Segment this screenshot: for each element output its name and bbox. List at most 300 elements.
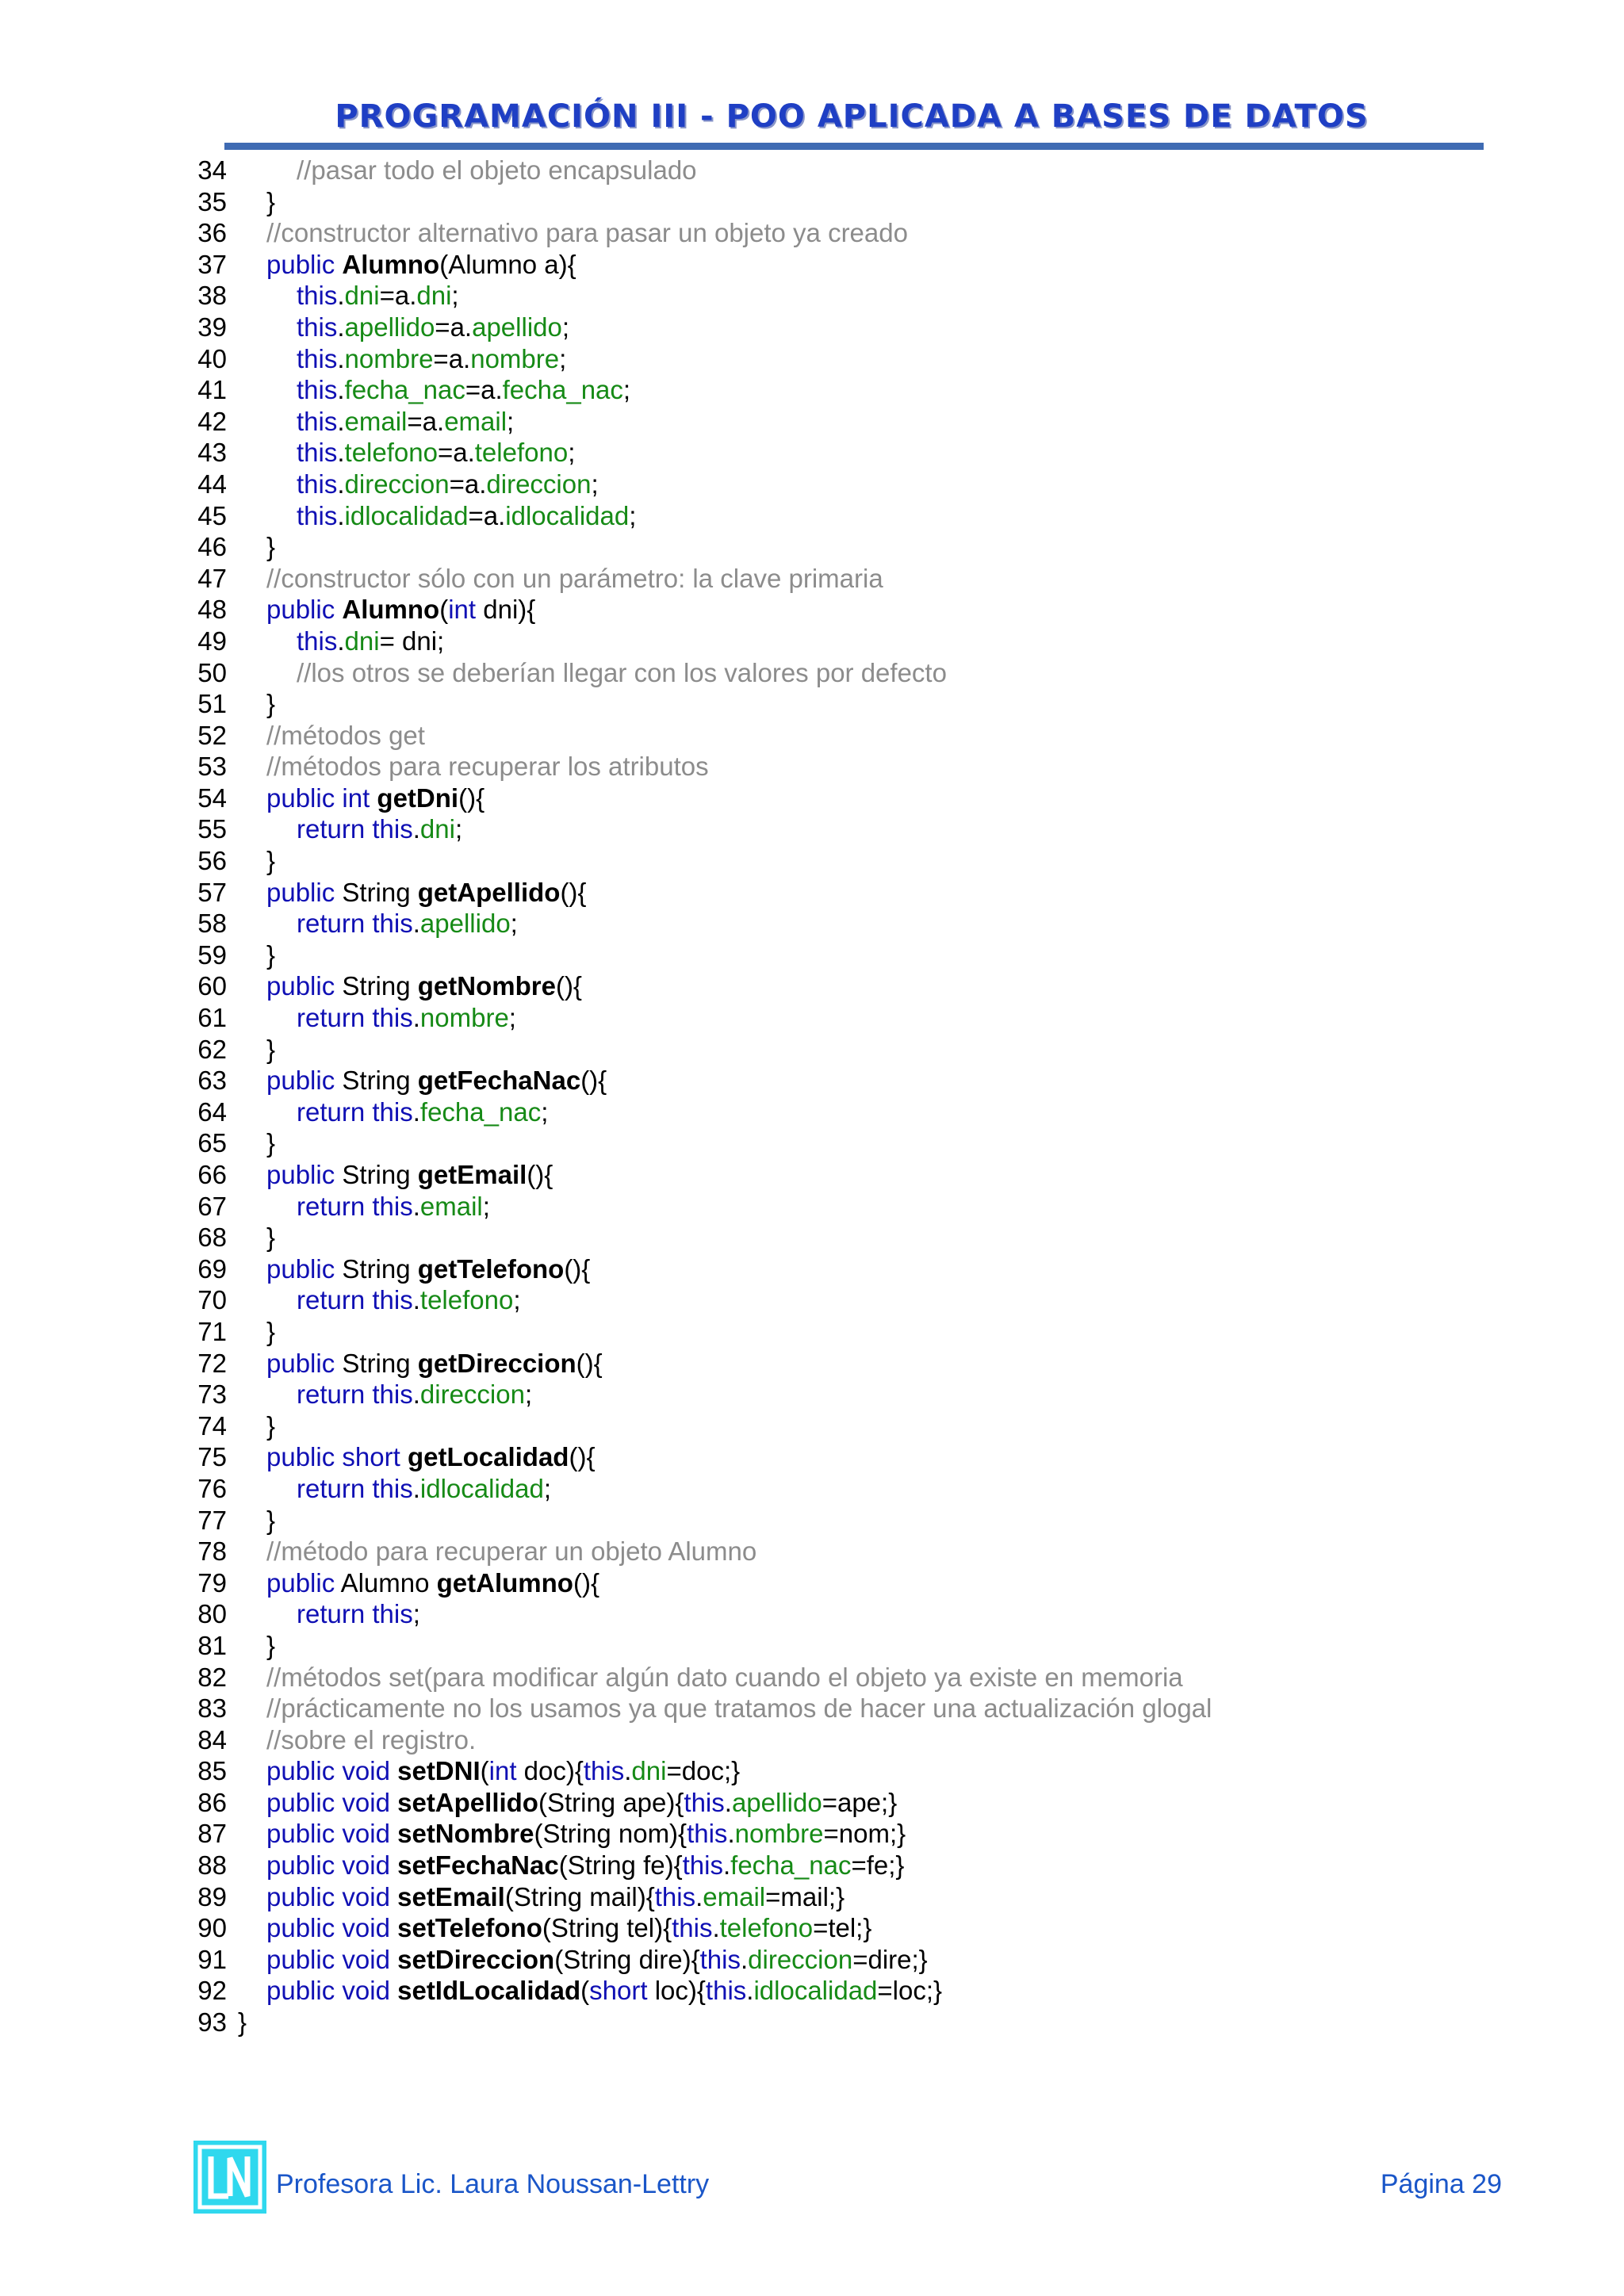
line-number: 40: [197, 343, 227, 373]
code-text: [297, 657, 947, 689]
code-line: [190, 720, 1212, 752]
code-token: dni: [344, 281, 380, 311]
code-token: direccion: [419, 1380, 525, 1410]
line-number: 41: [197, 375, 227, 405]
code-token: fecha_nac: [419, 1096, 542, 1127]
code-line: [190, 1662, 1212, 1693]
code-token: doc){: [516, 1756, 584, 1786]
code-token: setApellido: [397, 1787, 538, 1817]
code-line: [190, 1912, 1212, 1944]
code-token: email: [344, 406, 408, 436]
code-token: ;: [451, 281, 459, 311]
code-text: [297, 813, 462, 845]
code-token: =ape;}: [822, 1787, 898, 1817]
code-line: [190, 1693, 1212, 1724]
code-text: [266, 1222, 275, 1253]
line-number: 90: [197, 1913, 227, 1943]
line-number: 55: [197, 814, 227, 844]
code-line: [190, 1850, 1212, 1881]
code-text: [266, 783, 485, 814]
code-line: [190, 970, 1212, 1002]
code-token: .: [412, 1285, 420, 1315]
code-line: [190, 2007, 1212, 2038]
code-text: [266, 845, 275, 877]
code-line: [190, 594, 1212, 626]
code-text: [266, 1316, 275, 1348]
code-token: return this: [297, 1380, 413, 1410]
code-line: [190, 1127, 1212, 1159]
code-token: this: [654, 1881, 696, 1911]
line-number: 68: [197, 1223, 227, 1253]
line-number: 91: [197, 1944, 227, 1974]
code-token: dni: [419, 814, 455, 844]
line-number: 74: [197, 1410, 227, 1441]
code-token: =loc;}: [877, 1976, 943, 2006]
code-token: String: [342, 1253, 418, 1284]
code-token: (String nom){: [534, 1819, 688, 1849]
code-token: this: [297, 500, 338, 530]
code-line: [190, 312, 1212, 343]
code-token: setNombre: [397, 1819, 534, 1849]
code-text: [297, 1598, 420, 1630]
code-token: public void: [266, 1787, 398, 1817]
code-token: apellido: [731, 1787, 822, 1817]
code-token: }: [238, 2007, 247, 2038]
code-token: .: [337, 469, 345, 499]
line-number: 62: [197, 1034, 227, 1064]
code-token: //sobre el registro.: [266, 1724, 477, 1755]
code-token: //constructor sólo con un parámetro: la clave primaria: [266, 563, 883, 593]
code-token: public: [266, 249, 343, 279]
code-token: (Alumno a){: [439, 249, 576, 279]
code-token: .: [337, 312, 345, 342]
code-token: getEmail: [417, 1160, 527, 1189]
code-text: [266, 1881, 845, 1913]
code-line: [190, 688, 1212, 720]
code-token: this: [297, 343, 338, 373]
footer-author: Profesora Lic. Laura Noussan-Lettry: [276, 2169, 710, 2199]
code-token: fecha_nac: [730, 1850, 852, 1881]
code-line: [190, 1191, 1212, 1223]
code-token: =tel;}: [813, 1913, 872, 1943]
code-token: .: [740, 1944, 749, 1974]
code-token: getApellido: [417, 877, 561, 907]
code-token: email: [703, 1881, 766, 1911]
code-token: this: [297, 312, 338, 342]
code-line: [190, 1630, 1212, 1662]
code-line: [190, 813, 1212, 845]
code-token: .: [337, 343, 345, 373]
code-token: ;: [559, 343, 567, 373]
code-line: [190, 1159, 1212, 1191]
code-line: [190, 1536, 1212, 1567]
code-token: int: [448, 595, 477, 625]
code-text: [297, 908, 518, 939]
code-line: [190, 406, 1212, 438]
code-text: [297, 626, 444, 657]
code-token: ;: [513, 1285, 521, 1315]
code-text: [266, 1034, 275, 1066]
code-token: setIdLocalidad: [397, 1976, 581, 2006]
code-token: (){: [569, 1442, 596, 1472]
line-number: 79: [197, 1567, 227, 1598]
code-token: this: [705, 1976, 747, 2006]
code-token: direccion: [344, 469, 450, 499]
code-token: direccion: [486, 469, 592, 499]
code-token: //método para recuperar un objeto Alumno: [266, 1536, 757, 1567]
code-token: String: [342, 877, 418, 907]
code-line: [190, 939, 1212, 971]
code-text: [266, 1662, 1183, 1693]
line-number: 67: [197, 1191, 227, 1221]
code-token: public int: [266, 783, 377, 813]
code-token: telefono: [419, 1285, 514, 1315]
code-token: this: [297, 281, 338, 311]
code-token: ;: [507, 406, 515, 436]
code-line: [190, 1316, 1212, 1348]
code-token: }: [266, 689, 276, 719]
code-token: String: [342, 1160, 418, 1189]
code-line: [190, 751, 1212, 783]
code-text: [297, 500, 636, 532]
line-number: 49: [197, 626, 227, 656]
code-token: //métodos get: [266, 720, 425, 750]
code-token: idlocalidad: [419, 1473, 544, 1503]
line-number: 82: [197, 1662, 227, 1692]
code-token: this: [682, 1850, 723, 1881]
code-token: //constructor alternativo para pasar un objeto ya creado: [266, 218, 908, 248]
code-text: [297, 280, 459, 312]
code-text: [266, 1536, 756, 1567]
line-number: 61: [197, 1003, 227, 1033]
line-number: 64: [197, 1096, 227, 1127]
code-token: =nom;}: [823, 1819, 906, 1849]
code-token: (){: [564, 1253, 591, 1284]
code-line: [190, 1441, 1212, 1473]
code-token: nombre: [734, 1819, 824, 1849]
code-token: dni){: [476, 595, 536, 625]
code-token: String: [342, 1348, 418, 1378]
code-line: [190, 626, 1212, 657]
code-token: }: [266, 846, 276, 876]
code-line: [190, 563, 1212, 595]
code-token: public: [266, 877, 343, 907]
code-token: return this: [297, 1285, 413, 1315]
code-text: [266, 1787, 897, 1819]
code-token: this: [583, 1756, 625, 1786]
code-token: }: [266, 1128, 276, 1158]
line-number: 35: [197, 186, 227, 216]
code-text: [266, 186, 275, 218]
code-token: setDireccion: [397, 1944, 555, 1974]
code-token: return this: [297, 1473, 413, 1503]
code-token: .: [412, 814, 420, 844]
code-token: this: [687, 1819, 728, 1849]
code-token: String: [342, 1066, 418, 1096]
code-line: [190, 1002, 1212, 1034]
code-text: [266, 217, 908, 249]
code-token: setEmail: [397, 1881, 505, 1911]
line-number: 80: [197, 1599, 227, 1629]
code-line: [190, 186, 1212, 218]
code-token: this: [672, 1913, 713, 1943]
code-token: ;: [561, 312, 570, 342]
code-token: public void: [266, 1850, 398, 1881]
code-token: this: [684, 1787, 725, 1817]
line-number: 76: [197, 1473, 227, 1503]
code-token: ;: [524, 1380, 533, 1410]
code-text: [266, 1912, 871, 1944]
code-token: .: [337, 438, 345, 468]
code-token: .: [695, 1881, 703, 1911]
code-line: [190, 1034, 1212, 1066]
code-token: }: [266, 1410, 276, 1441]
code-line: [190, 845, 1212, 877]
code-token: String: [342, 971, 418, 1001]
code-token: return this: [297, 1599, 413, 1629]
code-token: }: [266, 1505, 276, 1535]
code-text: [266, 939, 275, 971]
code-token: getLocalidad: [407, 1442, 569, 1472]
code-token: ;: [622, 375, 631, 405]
code-token: idlocalidad: [505, 500, 630, 530]
code-line: [190, 1944, 1212, 1976]
code-token: .: [722, 1850, 731, 1881]
line-number: 83: [197, 1693, 227, 1724]
code-token: //los otros se deberían llegar con los valores por defecto: [297, 657, 947, 687]
code-token: .: [412, 1096, 420, 1127]
code-listing: [190, 155, 1212, 2038]
code-token: getTelefono: [417, 1253, 565, 1284]
code-token: (){: [573, 1567, 599, 1598]
code-token: public void: [266, 1819, 398, 1849]
line-number: 72: [197, 1348, 227, 1378]
code-line: [190, 1065, 1212, 1096]
code-token: (){: [458, 783, 485, 813]
code-token: (String tel){: [542, 1913, 672, 1943]
code-text: [266, 751, 709, 783]
code-token: (){: [580, 1066, 607, 1096]
line-number: 63: [197, 1066, 227, 1096]
code-token: idlocalidad: [344, 500, 469, 530]
code-line: [190, 1755, 1212, 1787]
code-token: .: [337, 406, 345, 436]
code-token: getNombre: [417, 971, 556, 1001]
code-token: telefono: [474, 438, 569, 468]
code-token: nombre: [470, 343, 560, 373]
code-token: }: [266, 1034, 276, 1064]
code-text: [266, 1410, 275, 1442]
code-text: [238, 2007, 247, 2038]
code-text: [266, 594, 535, 626]
code-token: apellido: [344, 312, 435, 342]
code-token: }: [266, 186, 276, 216]
code-token: short: [589, 1976, 648, 2006]
code-token: fecha_nac: [502, 375, 623, 405]
line-number: 37: [197, 249, 227, 279]
code-line: [190, 1787, 1212, 1819]
line-number: 59: [197, 939, 227, 970]
code-text: [266, 877, 586, 909]
code-token: }: [266, 1630, 276, 1660]
code-token: this: [297, 406, 338, 436]
line-number: 86: [197, 1787, 227, 1817]
code-text: [297, 406, 514, 438]
line-number: 34: [197, 155, 227, 185]
code-text: [266, 970, 582, 1002]
code-text: [266, 1441, 595, 1473]
code-token: =fe;}: [851, 1850, 905, 1881]
code-token: telefono: [344, 438, 438, 468]
code-token: (){: [560, 877, 587, 907]
code-token: public void: [266, 1976, 398, 2006]
code-text: [266, 1944, 928, 1976]
code-text: [266, 720, 425, 752]
code-text: [266, 1253, 590, 1285]
code-token: (String mail){: [504, 1881, 655, 1911]
code-line: [190, 1598, 1212, 1630]
line-number: 66: [197, 1160, 227, 1189]
line-number: 92: [197, 1976, 227, 2006]
code-text: [266, 1693, 1212, 1724]
code-token: direccion: [748, 1944, 853, 1974]
code-token: //métodos para recuperar los atributos: [266, 752, 709, 782]
code-line: [190, 877, 1212, 909]
code-token: (: [480, 1756, 489, 1786]
code-text: [266, 1127, 275, 1159]
line-number: 89: [197, 1881, 227, 1911]
code-token: (: [439, 595, 449, 625]
line-number: 81: [197, 1630, 227, 1660]
code-token: fecha_nac: [344, 375, 465, 405]
code-token: public: [266, 1348, 343, 1378]
code-line: [190, 1818, 1212, 1850]
code-token: =a.: [468, 500, 506, 530]
code-line: [190, 500, 1212, 532]
code-token: public: [266, 595, 343, 625]
line-number: 56: [197, 846, 227, 876]
line-number: 52: [197, 720, 227, 750]
code-token: .: [337, 375, 345, 405]
code-token: =a.: [465, 375, 503, 405]
code-token: (: [580, 1976, 590, 2006]
code-token: }: [266, 1223, 276, 1253]
code-token: Alumno: [342, 595, 440, 625]
code-token: dni: [631, 1756, 667, 1786]
code-line: [190, 1379, 1212, 1410]
line-number: 46: [197, 532, 227, 562]
code-token: public void: [266, 1944, 398, 1974]
code-token: public: [266, 971, 343, 1001]
code-token: ;: [412, 1599, 420, 1629]
code-token: .: [412, 909, 420, 939]
code-token: public: [266, 1066, 343, 1096]
code-token: (String dire){: [554, 1944, 700, 1974]
code-token: =dire;}: [852, 1944, 928, 1974]
code-line: [190, 1410, 1212, 1442]
line-number: 36: [197, 218, 227, 248]
line-number: 58: [197, 909, 227, 939]
code-token: this: [297, 469, 338, 499]
code-line: [190, 1284, 1212, 1316]
code-token: apellido: [419, 909, 511, 939]
code-token: ;: [591, 469, 599, 499]
line-number: 42: [197, 406, 227, 436]
line-number: 45: [197, 500, 227, 530]
line-number: 77: [197, 1505, 227, 1535]
code-token: ;: [508, 1003, 516, 1033]
line-number: 54: [197, 783, 227, 813]
code-token: .: [337, 626, 345, 656]
line-number: 73: [197, 1380, 227, 1410]
code-text: [266, 1818, 906, 1850]
code-text: [297, 343, 566, 375]
code-token: .: [412, 1003, 420, 1033]
code-token: }: [266, 939, 276, 970]
code-text: [297, 312, 569, 343]
code-text: [297, 1379, 532, 1410]
code-token: public: [266, 1253, 343, 1284]
line-number: 85: [197, 1756, 227, 1786]
code-text: [297, 1096, 548, 1128]
code-token: .: [337, 500, 345, 530]
code-token: this: [297, 438, 338, 468]
code-token: }: [266, 1316, 276, 1346]
code-line: [190, 1253, 1212, 1285]
ln-logo-icon: [193, 2141, 266, 2214]
line-number: 93: [197, 2007, 227, 2038]
code-token: public: [266, 1567, 341, 1598]
code-token: //métodos set(para modificar algún dato cuando el objeto ya existe en memoria: [266, 1662, 1183, 1692]
line-number: 88: [197, 1850, 227, 1881]
code-line: [190, 1724, 1212, 1756]
code-token: return this: [297, 1191, 413, 1221]
code-text: [266, 1567, 599, 1599]
code-token: apellido: [472, 312, 562, 342]
line-number: 65: [197, 1128, 227, 1158]
code-text: [266, 1065, 607, 1096]
code-line: [190, 531, 1212, 563]
code-text: [297, 1191, 490, 1223]
code-token: (String fe){: [558, 1850, 683, 1881]
line-number: 47: [197, 563, 227, 593]
code-token: =a.: [433, 343, 471, 373]
code-token: getFechaNac: [417, 1066, 581, 1096]
code-token: ;: [482, 1191, 490, 1221]
code-token: ;: [510, 909, 518, 939]
code-text: [266, 1975, 942, 2007]
code-line: [190, 1096, 1212, 1128]
code-token: return this: [297, 1003, 413, 1033]
code-token: .: [412, 1380, 420, 1410]
code-token: return this: [297, 909, 413, 939]
line-number: 71: [197, 1316, 227, 1346]
code-token: =mail;}: [765, 1881, 845, 1911]
code-line: [190, 783, 1212, 814]
code-line: [190, 469, 1212, 500]
line-number: 43: [197, 438, 227, 468]
code-token: =a.: [407, 406, 445, 436]
code-token: .: [412, 1191, 420, 1221]
line-number: 44: [197, 469, 227, 499]
code-token: Alumno: [342, 249, 440, 279]
code-text: [297, 1284, 521, 1316]
title-rule: [224, 143, 1484, 150]
code-text: [266, 249, 576, 281]
code-text: [266, 688, 275, 720]
code-token: ;: [543, 1473, 552, 1503]
code-token: public: [266, 1160, 343, 1189]
